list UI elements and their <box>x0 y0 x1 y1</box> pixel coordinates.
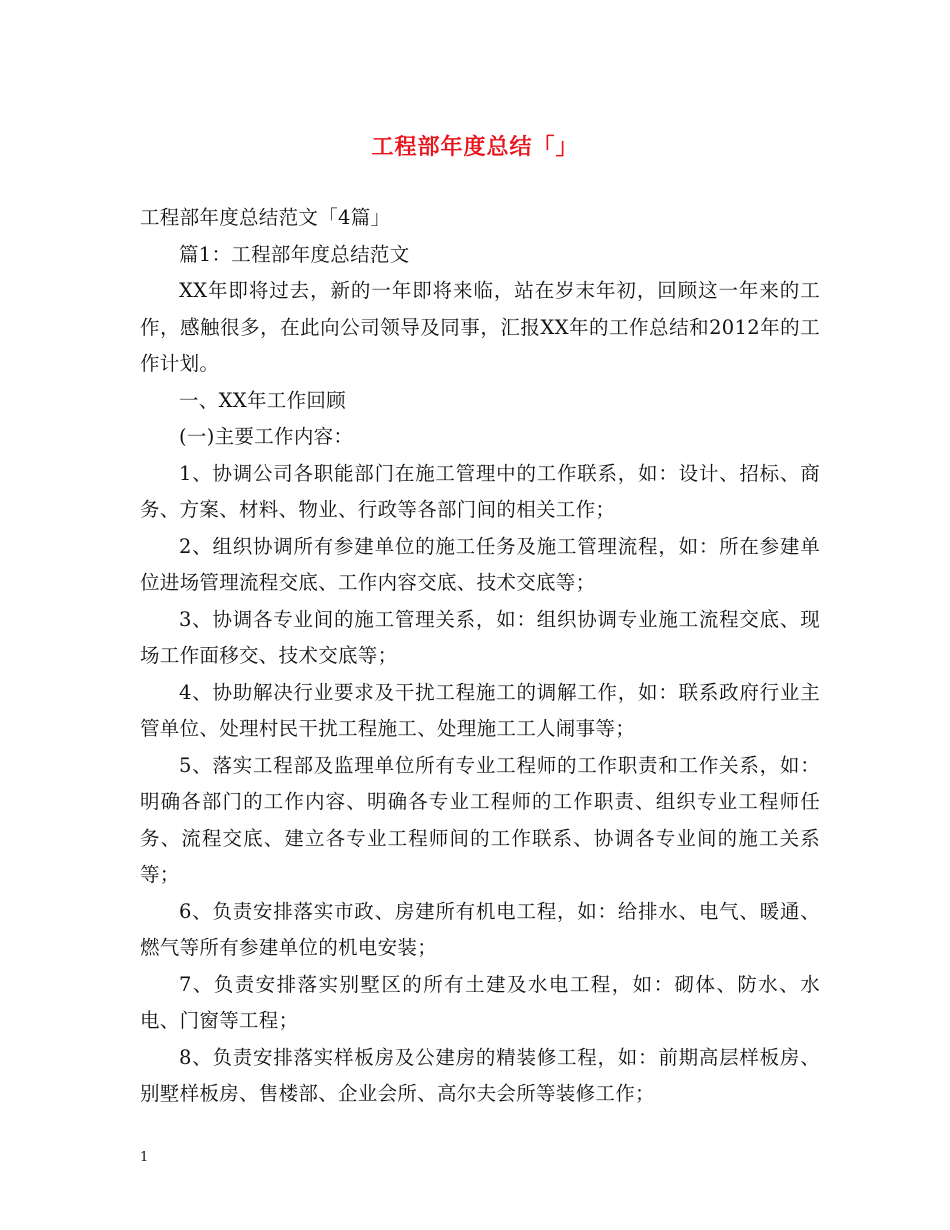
list-item: 4、协助解决行业要求及干扰工程施工的调解工作，如：联系政府行业主管单位、处理村民干扰工程施工、处理施工工人闹事等； <box>140 680 820 740</box>
list-item: 5、落实工程部及监理单位所有专业工程师的工作职责和工作关系，如：明确各部门的工作内容、明确各专业工程师的工作职责、组织专业工程师任务、流程交底、建立各专业工程师间的工作联系、协调各专业间的施工关系等； <box>140 753 820 886</box>
intro-paragraph: XX年即将过去，新的一年即将来临，站在岁末年初，回顾这一年来的工作，感触很多，在此向公司领导及同事，汇报XX年的工作总结和2012年的工作计划。 <box>140 279 820 375</box>
subsection-heading: (一)主要工作内容： <box>179 425 354 448</box>
section-heading: 一、XX年工作回顾 <box>179 388 346 412</box>
list-item: 6、负责安排落实市政、房建所有机电工程，如：给排水、电气、暖通、燃气等所有参建单位的机电安装； <box>140 899 820 959</box>
list-item: 8、负责安排落实样板房及公建房的精装修工程，如：前期高层样板房、别墅样板房、售楼部、企业会所、高尔夫会所等装修工作； <box>140 1045 820 1105</box>
list-item: 3、协调各专业间的施工管理关系，如：组织协调专业施工流程交底、现场工作面移交、技术交底等； <box>140 607 820 667</box>
page-number: 1 <box>140 1150 149 1165</box>
section-heading: 篇1：工程部年度总结范文 <box>179 242 410 266</box>
document-title: 工程部年度总结「」 <box>371 135 579 160</box>
list-item: 7、负责安排落实别墅区的所有土建及水电工程，如：砌体、防水、水电、门窗等工程； <box>140 972 820 1032</box>
subtitle-paragraph: 工程部年度总结范文「4篇」 <box>140 206 391 229</box>
list-item: 2、组织协调所有参建单位的施工任务及施工管理流程，如：所在参建单位进场管理流程交底、工作内容交底、技术交底等； <box>140 534 820 594</box>
list-item: 1、协调公司各职能部门在施工管理中的工作联系，如：设计、招标、商务、方案、材料、物业、行政等各部门间的相关工作； <box>140 461 820 521</box>
document-body <box>140 200 820 1113</box>
